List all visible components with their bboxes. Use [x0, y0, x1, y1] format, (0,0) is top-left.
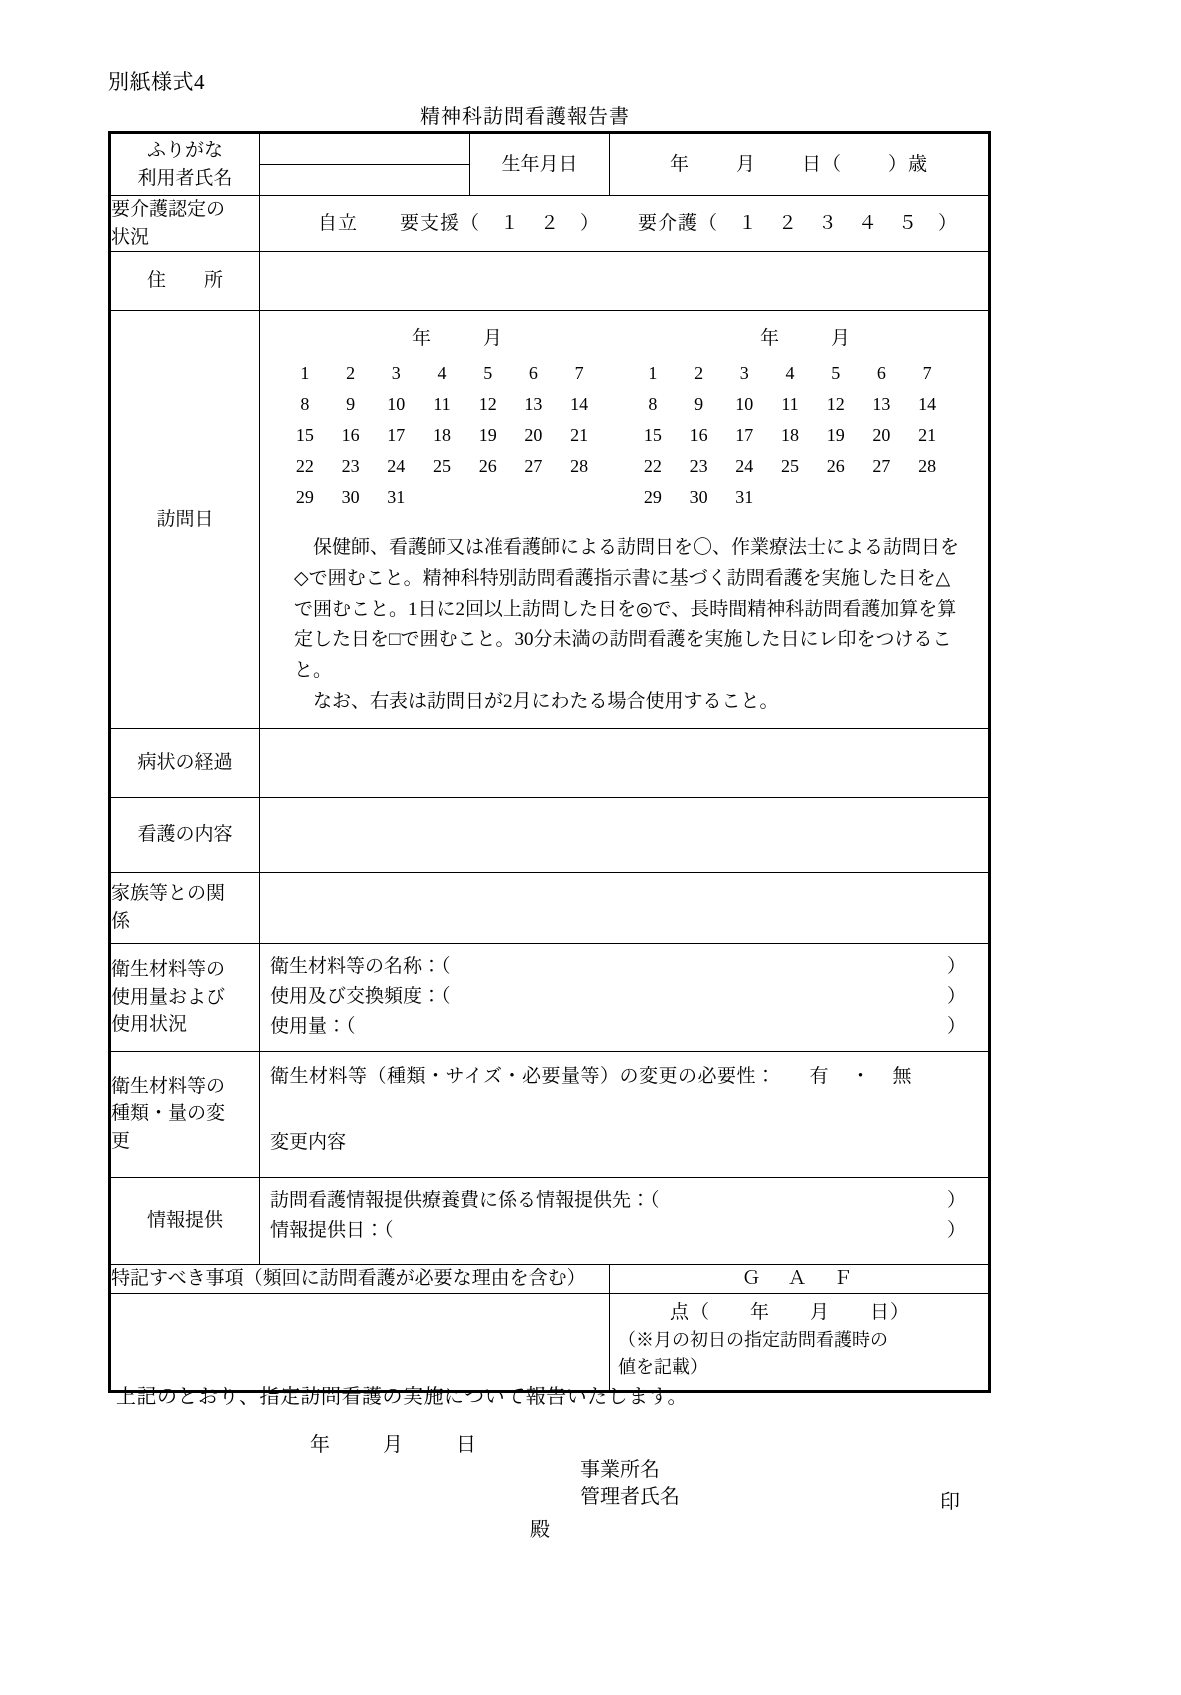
manager-name-label: 管理者氏名: [580, 1486, 680, 1508]
address-input[interactable]: [260, 252, 990, 311]
calendar-day-29[interactable]: 29: [295, 487, 314, 508]
office-name-label: 事業所名: [580, 1459, 660, 1481]
gaf-note-line-1: （※月の初日の指定訪問看護時の: [618, 1330, 888, 1351]
furigana-input[interactable]: [260, 134, 469, 165]
table-row-name: [110, 133, 990, 196]
material-change-label-line2: 種類・量の変: [111, 1103, 226, 1125]
calendar-day-9[interactable]: 9: [346, 393, 356, 414]
calendar-month-2[interactable]: [630, 325, 950, 511]
calendar-day-7[interactable]: 7: [922, 362, 932, 383]
info-label: 情報提供: [110, 1177, 260, 1265]
calendar-2-month-label: 月: [831, 328, 851, 350]
calendar-day-15[interactable]: 15: [643, 424, 662, 445]
calendar-1-grid[interactable]: [282, 359, 602, 511]
gaf-score-point-label: 点（: [670, 1301, 711, 1323]
calendar-day-29[interactable]: 29: [643, 487, 662, 508]
calendar-day-12[interactable]: 12: [826, 393, 845, 414]
visit-date-cell: [260, 311, 990, 729]
care-option-support[interactable]: 要支援（ １ ２ ）: [400, 212, 601, 234]
birth-month-label: 月: [736, 153, 757, 175]
care-option-need[interactable]: 要介護（ １ ２ ３ ４ ５ ）: [638, 212, 959, 234]
calendar-2-header: [630, 325, 950, 353]
calendar-day-30[interactable]: 30: [689, 487, 708, 508]
care-level-options: [260, 200, 988, 248]
calendar-day-1[interactable]: 1: [648, 362, 658, 383]
user-name-label: 利用者氏名: [137, 167, 233, 189]
calendar-1-month-label: 月: [483, 328, 503, 350]
table-row-address: [110, 252, 990, 311]
calendar-day-14[interactable]: 14: [570, 393, 589, 414]
calendar-day-2[interactable]: 2: [694, 362, 704, 383]
visit-instruction-paragraph-2: なお、右表は訪問日が2月にわたる場合使用すること。: [313, 690, 779, 712]
material-change-label-line1: 衛生材料等の: [111, 1075, 226, 1097]
gaf-heading: Ｇ Ａ Ｆ: [610, 1265, 990, 1294]
calendar-1-year-label: 年: [411, 328, 431, 350]
nursing-label: 看護の内容: [110, 797, 260, 872]
info-date-label: 情報提供日：（: [270, 1220, 394, 1242]
table-row-material-change: [110, 1051, 990, 1177]
calendar-day-14[interactable]: 14: [918, 393, 937, 414]
calendar-day-5[interactable]: 5: [831, 362, 841, 383]
table-row-special-notes-header: [110, 1265, 990, 1294]
calendar-day-19[interactable]: 19: [478, 424, 497, 445]
gaf-score-day: 日）: [870, 1301, 911, 1323]
calendar-day-16[interactable]: 16: [341, 424, 360, 445]
calendar-day-17[interactable]: 17: [387, 424, 406, 445]
material-label-line2: 使用量および: [111, 986, 226, 1008]
calendar-day-26[interactable]: 26: [478, 455, 497, 476]
material-change-necessity-row: [270, 1062, 978, 1092]
gaf-value-cell[interactable]: [610, 1293, 990, 1391]
gaf-score-month: 月: [810, 1301, 831, 1323]
office-signature-block: [580, 1457, 680, 1511]
report-date-line[interactable]: [310, 1428, 477, 1457]
calendar-day-15[interactable]: 15: [295, 424, 314, 445]
calendar-day-9[interactable]: 9: [694, 393, 704, 414]
calendar-2-year-label: 年: [759, 328, 779, 350]
material-name-close: ）: [946, 955, 966, 977]
report-table: [108, 131, 991, 1393]
care-level-label-line1: 要介護認定の: [111, 199, 226, 220]
furigana-label: ふりがな: [146, 139, 223, 161]
calendar-2-grid[interactable]: [630, 359, 950, 511]
calendar-day-6[interactable]: 6: [528, 362, 538, 383]
calendar-day-23[interactable]: 23: [689, 455, 708, 476]
report-date-year: 年: [310, 1434, 331, 1456]
calendar-day-22[interactable]: 22: [643, 455, 662, 476]
calendar-day-25[interactable]: 25: [780, 455, 799, 476]
calendar-day-20[interactable]: 20: [524, 424, 543, 445]
calendar-day-30[interactable]: 30: [341, 487, 360, 508]
material-name-row[interactable]: [270, 952, 978, 982]
calendar-day-4[interactable]: 4: [785, 362, 795, 383]
gaf-score-row: [618, 1299, 980, 1328]
table-row-condition: [110, 728, 990, 797]
material-amount-close: ）: [946, 1016, 966, 1038]
material-value-cell[interactable]: [260, 943, 990, 1051]
calendar-1-header: [282, 325, 602, 353]
material-amount-label: 使用量：（: [270, 1016, 356, 1038]
table-row-nursing: [110, 797, 990, 872]
report-date-month: 月: [383, 1434, 404, 1456]
calendar-day-26[interactable]: 26: [826, 455, 845, 476]
visit-instruction-paragraph-1: 保健師、看護師又は准看護師による訪問日を〇、作業療法士による訪問日を◇で囲むこと。精神科特別訪問看護指示書に基づく訪問看護を実施した日を△で囲むこと。1日に2回以上訪問した日を◎で、長時間精神科訪問看護加算を算定した日を□で囲むこと。30分未満の訪問看護を実施した日にレ印をつけること。: [294, 537, 960, 682]
calendar-day-18[interactable]: 18: [780, 424, 799, 445]
material-change-no[interactable]: 無: [892, 1065, 913, 1087]
material-change-label-cell: [110, 1051, 260, 1177]
calendar-day-24[interactable]: 24: [735, 455, 754, 476]
calendar-day-28[interactable]: 28: [918, 455, 937, 476]
seal-label: 印: [940, 1491, 960, 1513]
care-option-independent[interactable]: 自立: [318, 212, 359, 234]
material-change-label-line3: 更: [111, 1131, 131, 1153]
calendar-day-21[interactable]: 21: [570, 424, 589, 445]
calendar-day-25[interactable]: 25: [432, 455, 451, 476]
calendar-day-2[interactable]: 2: [346, 362, 356, 383]
calendar-day-6[interactable]: 6: [876, 362, 886, 383]
address-label: 住 所: [110, 252, 260, 311]
info-date-close: ）: [946, 1220, 966, 1242]
report-date-day: 日: [456, 1434, 477, 1456]
calendar-day-31[interactable]: 31: [387, 487, 406, 508]
gaf-score-year: 年: [750, 1301, 771, 1323]
calendar-day-23[interactable]: 23: [341, 455, 360, 476]
calendar-day-8[interactable]: 8: [300, 393, 310, 414]
calendar-day-13[interactable]: 13: [872, 393, 891, 414]
info-destination-close: ）: [946, 1189, 966, 1211]
calendar-day-10[interactable]: 10: [387, 393, 406, 414]
calendar-day-3[interactable]: 3: [391, 362, 401, 383]
family-input[interactable]: [260, 872, 990, 943]
calendar-day-17[interactable]: 17: [735, 424, 754, 445]
calendar-day-19[interactable]: 19: [826, 424, 845, 445]
nursing-input[interactable]: [260, 797, 990, 872]
calendar-day-31[interactable]: 31: [735, 487, 754, 508]
special-notes-input[interactable]: [110, 1293, 610, 1391]
birth-year-label: 年: [670, 153, 691, 175]
calendar-day-8[interactable]: 8: [648, 393, 658, 414]
page-title: 精神科訪問看護報告書: [420, 106, 630, 128]
material-amount-row[interactable]: [270, 1012, 978, 1042]
calendar-day-4[interactable]: 4: [437, 362, 447, 383]
care-level-label-line2: 状況: [111, 226, 150, 248]
table-row-special-notes-body: [110, 1293, 990, 1391]
material-label-cell: [110, 943, 260, 1051]
material-frequency-row[interactable]: [270, 982, 978, 1012]
calendar-day-20[interactable]: 20: [872, 424, 891, 445]
family-label-cell: [110, 872, 260, 943]
calendar-day-3[interactable]: 3: [739, 362, 749, 383]
material-change-yes[interactable]: 有: [809, 1065, 829, 1087]
condition-input[interactable]: [260, 728, 990, 797]
report-statement: 上記のとおり、指定訪問看護の実施について報告いたします。: [116, 1386, 688, 1408]
info-destination-row[interactable]: [270, 1186, 978, 1216]
info-destination-label: 訪問看護情報提供療養費に係る情報提供先：（: [270, 1189, 660, 1211]
calendar-day-11[interactable]: 11: [781, 393, 799, 414]
material-label-line3: 使用状況: [111, 1014, 188, 1036]
calendar-day-27[interactable]: 27: [872, 455, 891, 476]
table-row-visit-days: [110, 311, 990, 729]
material-change-value-cell[interactable]: [260, 1051, 990, 1177]
care-level-label-cell: [110, 196, 260, 252]
calendar-day-21[interactable]: 21: [918, 424, 937, 445]
calendar-day-5[interactable]: 5: [483, 362, 493, 383]
visit-date-label: 訪問日: [110, 311, 260, 729]
calendar-day-27[interactable]: 27: [524, 455, 543, 476]
calendar-day-28[interactable]: 28: [570, 455, 589, 476]
calendar-day-1[interactable]: 1: [300, 362, 310, 383]
calendar-day-13[interactable]: 13: [524, 393, 543, 414]
calendar-day-22[interactable]: 22: [295, 455, 314, 476]
name-label-cell: [110, 133, 260, 196]
info-date-row[interactable]: [270, 1216, 978, 1246]
birthdate-label: 生年月日: [470, 133, 610, 196]
material-name-label: 衛生材料等の名称：（: [270, 955, 451, 977]
user-name-input[interactable]: [260, 165, 469, 195]
dono-label: 殿: [530, 1519, 550, 1541]
name-input-cell[interactable]: [260, 133, 470, 196]
material-frequency-close: ）: [946, 986, 966, 1008]
calendar-day-24[interactable]: 24: [387, 455, 406, 476]
table-row-care-level: [110, 196, 990, 252]
calendar-day-16[interactable]: 16: [689, 424, 708, 445]
table-row-materials: [110, 943, 990, 1051]
visit-instructions: [260, 533, 988, 718]
special-notes-label: 特記すべき事項（頻回に訪問看護が必要な理由を含む）: [110, 1265, 610, 1294]
material-change-necessity-label: 衛生材料等（種類・サイズ・必要量等）の変更の必要性：: [270, 1065, 776, 1087]
material-frequency-label: 使用及び交換頻度：（: [270, 986, 451, 1008]
gaf-note-line-2: 値を記載）: [618, 1357, 708, 1378]
birth-age-label: ）歳: [888, 153, 929, 175]
info-value-cell[interactable]: [260, 1177, 990, 1265]
calendar-day-7[interactable]: 7: [574, 362, 584, 383]
birth-day-label: 日（: [802, 153, 843, 175]
material-change-separator: ・: [851, 1065, 871, 1087]
birthdate-value: [610, 151, 988, 179]
family-label-line2: 係: [111, 910, 131, 932]
material-change-content-label: 変更内容: [270, 1132, 347, 1154]
form-number: 別紙様式4: [108, 70, 205, 94]
calendar-day-18[interactable]: 18: [432, 424, 451, 445]
birthdate-value-cell[interactable]: [610, 133, 990, 196]
material-label-line1: 衛生材料等の: [111, 958, 226, 980]
care-level-value-cell[interactable]: [260, 196, 990, 252]
table-row-family: [110, 872, 990, 943]
condition-label: 病状の経過: [110, 728, 260, 797]
table-row-info-provision: [110, 1177, 990, 1265]
calendar-day-10[interactable]: 10: [735, 393, 754, 414]
calendar-month-1[interactable]: [282, 325, 602, 511]
calendar-day-11[interactable]: 11: [433, 393, 451, 414]
calendar-day-12[interactable]: 12: [478, 393, 497, 414]
family-label-line1: 家族等との関: [111, 883, 226, 905]
